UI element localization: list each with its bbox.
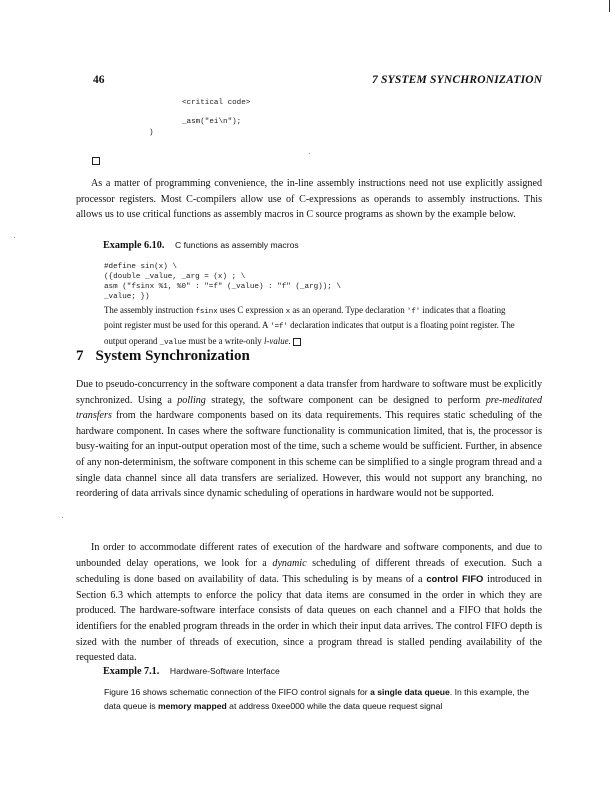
end-of-example-box — [293, 338, 301, 346]
example-6-10-heading — [103, 240, 299, 251]
scan-speck — [309, 153, 310, 154]
example-7-1-caption: Hardware-Software Interface — [169, 666, 280, 676]
example-7-1-heading — [103, 666, 280, 677]
section-number: 7 — [76, 348, 84, 364]
page-edge-mark — [609, 0, 610, 12]
example-7-1-text: Figure 16 shows schematic connection of the FIFO control signals for a single data queue. In this example, the data queue is memory mapped at address 0xee000 while the data queue request signal — [104, 687, 530, 711]
section-title: System Synchronization — [95, 348, 250, 364]
example-6-10-caption: C functions as assembly macros — [174, 240, 299, 250]
code-line: #define sin(x) \ — [104, 263, 177, 271]
scan-speck — [14, 237, 15, 238]
end-of-example-box — [92, 152, 100, 170]
paragraph-inline-assembly: As a matter of programming convenience, the in-line assembly instructions need not use explicitly assigned processor registers. Most C-compilers allow use of C-expressions as operands to assembly instructions. This allows us to use critical functions as assembly macros in C source programs as shown by the example below. — [76, 178, 542, 221]
example-7-1-label: Example 7.1. — [103, 666, 160, 677]
example-6-10-explanation: The assembly instruction fsinx uses C expression x as an operand. Type declaration 'f' indicates that a floating point register must be used for this operand. A '=f' declaration indicates that output is a floating point register. The output operand _value must be a write-only l-value. — [104, 305, 515, 347]
example-6-10-label: Example 6.10. — [103, 240, 165, 251]
code-close-paren: ) — [149, 129, 154, 137]
scan-speck — [62, 517, 63, 518]
code-line: _value; }) — [104, 293, 150, 301]
paragraph-control-fifo: In order to accommodate different rates of execution of the hardware and software components, and due to unbounded delay operations, we look for a dynamic scheduling of different threads of execution. Such a scheduling is done based on availability of data. This scheduling is by means of a control FIFO introduced in Section 6.3 which attempts to enforce the policy that data items are consumed in the order in which they are produced. The hardware-software interface consists of data queues on each channel and a FIFO that holds the identifiers for the enabled program threads in the order in which their input data arrives. The control FIFO depth is sized with the number of threads of execution, since a program thread is stalled pending availability of the requested data. — [76, 542, 543, 664]
paragraph-synchronization: Due to pseudo-concurrency in the software component a data transfer from hardware to software must be explicitly synchronized. Using a polling strategy, the software component can be designed to perform pre-meditated transfers from the hardware components based on its data requirements. This requires static scheduling of the hardware component. In cases where the software functionality is communication limited, that is, the processor is busy-waiting for an input-output operation most of the time, such a scheme would be sufficient. Further, in absence of any non-determinism, the software component in this scheme can be simplified to a single program thread and a single data channel since all data transfers are serialized. However, this would not support any branching, no reordering of data arrivals since dynamic scheduling of operations in hardware would not be supported. — [76, 379, 542, 500]
code-line: asm ("fsinx %1, %0" : "=f" (_value) : "f" (_arg)); \ — [104, 283, 341, 291]
code-asm-ei: _asm("ei\n"); — [182, 118, 242, 126]
running-title: 7 SYSTEM SYNCHRONIZATION — [372, 74, 543, 86]
code-line: ({double _value, _arg = (x) ; \ — [104, 273, 246, 281]
section-heading — [76, 348, 250, 365]
code-critical: <critical code> — [182, 99, 251, 107]
page-number: 46 — [93, 74, 105, 86]
code-sin-macro — [104, 262, 341, 302]
